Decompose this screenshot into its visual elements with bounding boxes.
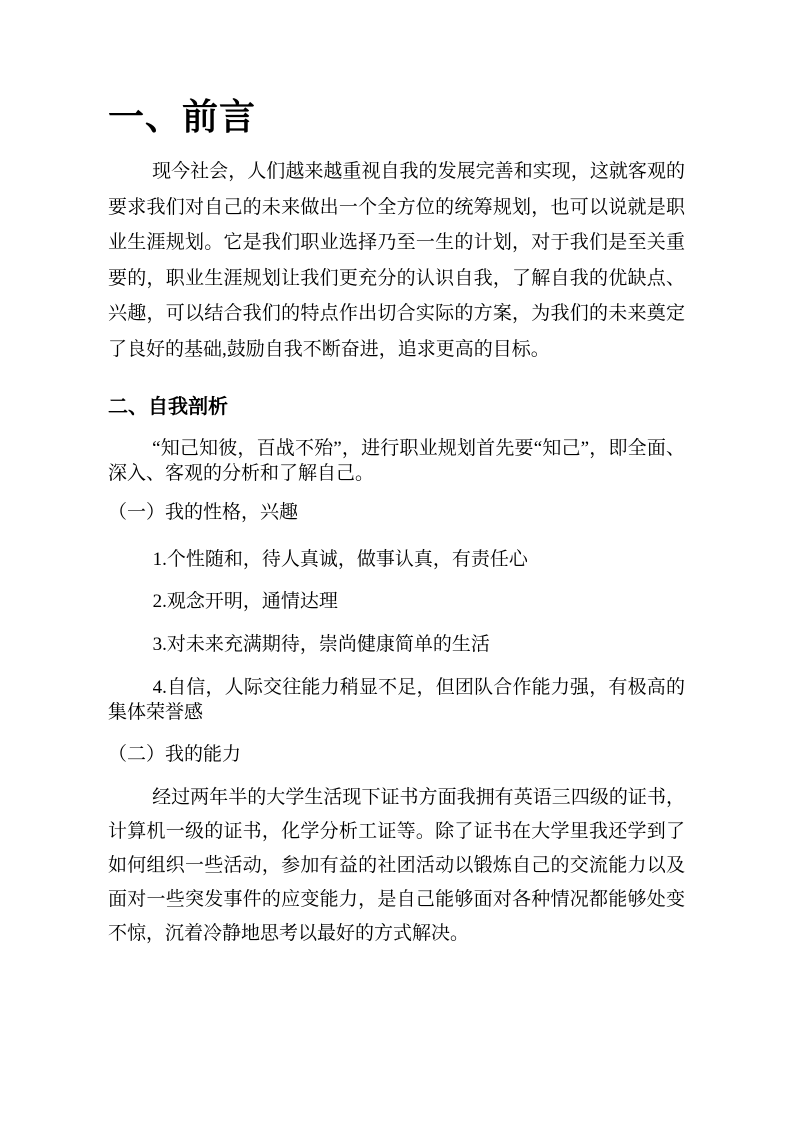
foreword-paragraph: 现今社会，人们越来越重视自我的发展完善和实现，这就客观的要求我们对自己的未来做出一个全方位的统筹规划，也可以说就是职业生涯规划。它是我们职业选择乃至一生的计划，对于我们是至关重要的，职业生涯规划让我们更充分的认识自我，了解自我的优缺点、兴趣，可以结合我们的特点作出切合实际的方案，为我们的未来奠定了良好的基础,鼓励自我不断奋进，追求更高的目标。 — [108, 161, 685, 360]
section-heading-self-analysis: 二、自我剖析 — [108, 396, 228, 418]
personality-trait-item: 4.自信，人际交往能力稍显不足，但团队合作能力强，有极高的集体荣誉感 — [108, 677, 685, 723]
ability-paragraph: 经过两年半的大学生活现下证书方面我拥有英语三四级的证书，计算机一级的证书，化学分析工证等。除了证书在大学里我还学到了如何组织一些活动，参加有益的社团活动以锻炼自己的交流能力以及面对一些突发事件的应变能力，是自己能够面对各种情况都能够处变不惊，沉着冷静地思考以最好的方式解决。 — [108, 787, 685, 944]
personality-trait-item: 1.个性随和，待人真诚，做事认真，有责任心 — [152, 549, 528, 570]
subsection-heading-ability: （二）我的能力 — [108, 744, 242, 765]
personality-trait-item: 3.对未来充满期待，崇尚健康简单的生活 — [152, 634, 490, 655]
subsection-heading-personality: （一）我的性格，兴趣 — [108, 502, 299, 523]
personality-trait-item: 2.观念开明，通情达理 — [152, 591, 338, 612]
self-analysis-intro-paragraph: “知己知彼，百战不殆”，进行职业规划首先要“知己”，即全面、深入、客观的分析和了解自己。 — [108, 438, 685, 484]
section-heading-foreword: 一、前言 — [108, 97, 257, 137]
